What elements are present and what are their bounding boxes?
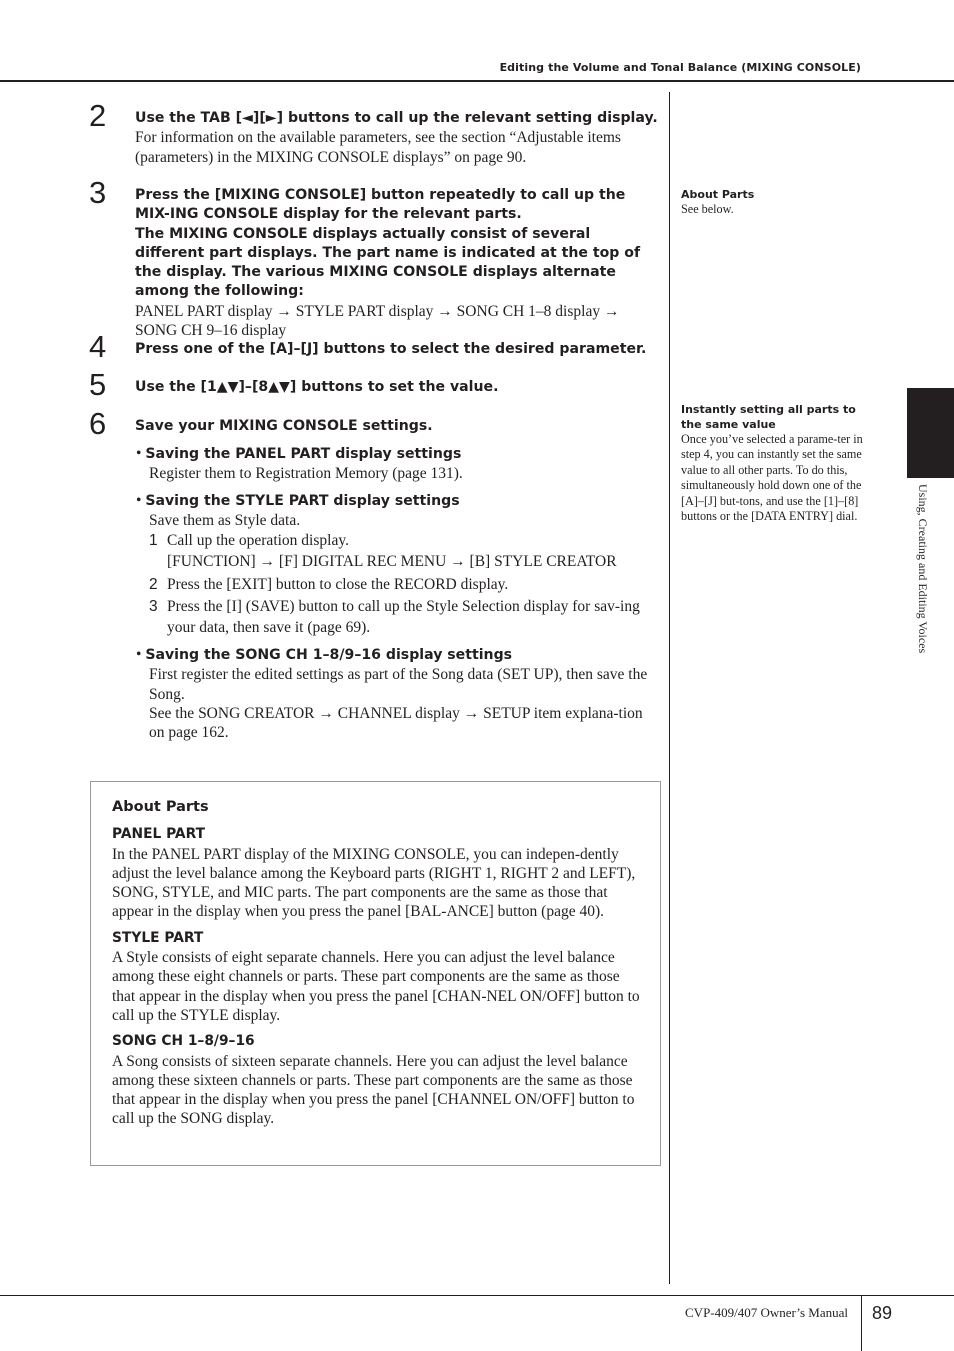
substep-path: [FUNCTION] → [F] DIGITAL REC MENU → [B] STYLE CREATOR <box>167 552 617 570</box>
box-section-title: STYLE PART <box>112 929 204 946</box>
bullet-text: Register them to Registration Memory (page 131). <box>149 465 463 483</box>
step-number: 6 <box>89 406 107 441</box>
bullet-song-ch <box>136 645 660 742</box>
side-note-title: About Parts <box>681 188 755 201</box>
substep-number: 2 <box>149 576 158 593</box>
side-note-text: Once you’ve selected a parame-ter in step 4, you can instantly set the same value to all other parts. To do this, simultaneously hold down one of the [A]–[J] but-tons, and use the [1]–[8] buttons or the [DATA ENTRY] dial. <box>681 432 863 524</box>
box-section-song-ch <box>112 1032 642 1128</box>
step-3-text: PANEL PART display → STYLE PART display → SONG CH 1–8 display → SONG CH 9–16 display <box>135 302 620 340</box>
box-section-text: A Style consists of eight separate channels. Here you can adjust the level balance among these eight channels or parts. These part components are the same as those that appear in the display when you press the panel [CHAN-NEL ON/OFF] button to call up the STYLE display. <box>112 949 640 1024</box>
bullet-mark: • <box>136 646 142 663</box>
column-divider <box>669 92 670 1284</box>
side-note-text: See below. <box>681 202 734 216</box>
step-number: 2 <box>89 98 107 133</box>
box-section-title: SONG CH 1–8/9–16 <box>112 1033 255 1050</box>
bullet-heading: Saving the PANEL PART display settings <box>145 446 462 462</box>
step-5-instruction: Use the [1▲▼]–[8▲▼] buttons to set the value. <box>135 379 499 395</box>
bullet-mark: • <box>136 492 142 509</box>
section-tab-label: Using, Creating and Editing Voices <box>916 484 930 654</box>
step-5 <box>135 378 660 397</box>
substep-3 <box>149 597 659 638</box>
box-title: About Parts <box>112 799 209 815</box>
footer-divider <box>861 1295 862 1351</box>
bullet-heading: Saving the STYLE PART display settings <box>145 493 460 509</box>
step-2 <box>135 109 660 167</box>
bullet-heading: Saving the SONG CH 1–8/9–16 display settings <box>145 647 513 663</box>
bullet-panel-part <box>136 444 660 484</box>
substep-1 <box>149 531 659 572</box>
running-header: Editing the Volume and Tonal Balance (MIXING CONSOLE) <box>499 61 861 74</box>
substep-2 <box>149 575 659 596</box>
step-4 <box>135 340 660 359</box>
side-note-title: Instantly setting all parts to the same value <box>681 403 856 431</box>
bullet-text: Save them as Style data. <box>149 512 301 530</box>
footer-rule <box>0 1295 954 1296</box>
bullet-text: First register the edited settings as part of the Song data (SET UP), then save the Song. <box>149 666 648 703</box>
step-3 <box>135 186 660 340</box>
substep-number: 1 <box>149 532 158 549</box>
bullet-mark: • <box>136 445 142 462</box>
side-note-instant-setting <box>681 402 863 524</box>
substep-number: 3 <box>149 598 158 615</box>
step-4-instruction: Press one of the [A]–[J] buttons to select the desired parameter. <box>135 341 647 357</box>
section-tab <box>907 388 954 478</box>
step-6 <box>135 417 660 436</box>
step-number: 3 <box>89 175 107 210</box>
substep-text: Call up the operation display. <box>167 532 349 549</box>
substep-text: Press the [EXIT] button to close the RECORD display. <box>167 576 509 593</box>
box-section-title: PANEL PART <box>112 826 206 843</box>
step-6-instruction: Save your MIXING CONSOLE settings. <box>135 418 433 434</box>
step-number: 4 <box>89 329 107 364</box>
footer-manual-title: CVP-409/407 Owner’s Manual <box>685 1305 848 1320</box>
step-number: 5 <box>89 367 107 402</box>
step-2-text: For information on the available parameters, see the section “Adjustable items (parameters) in the MIXING CONSOLE displays” on page 90. <box>135 129 621 166</box>
step-2-instruction: Use the TAB [◄][►] buttons to call up the relevant setting display. <box>135 110 658 126</box>
header-rule <box>0 80 954 82</box>
box-section-panel-part <box>112 825 642 921</box>
about-parts-content <box>112 798 642 1136</box>
step-3-instruction: Press the [MIXING CONSOLE] button repeatedly to call up the MIX-ING CONSOLE display for the relevant parts. <box>135 187 626 223</box>
page-number: 89 <box>872 1303 893 1323</box>
side-note-about-parts <box>681 187 863 217</box>
substep-text: Press the [I] (SAVE) button to call up the Style Selection display for sav-ing your data, then save it (page 69). <box>167 598 640 636</box>
step-3-instruction-detail: The MIXING CONSOLE displays actually consist of several different part displays. The part name is indicated at the top of the display. The various MIXING CONSOLE displays alternate among the following: <box>135 225 641 300</box>
bullet-style-part <box>136 491 660 531</box>
bullet-text-2: See the SONG CREATOR → CHANNEL display → SETUP item explana-tion on page 162. <box>149 704 643 742</box>
box-section-text: In the PANEL PART display of the MIXING CONSOLE, you can indepen-dently adjust the level balance among the Keyboard parts (RIGHT 1, RIGHT 2 and LEFT), SONG, STYLE, and MIC parts. The part components are the same as those that appear in the display when you press the panel [BAL-ANCE] button (page 40). <box>112 845 636 921</box>
box-section-text: A Song consists of sixteen separate channels. Here you can adjust the level balance among these sixteen channels or parts. These part components are the same as those that appear in the display when you press the panel [CHANNEL ON/OFF] button to call up the SONG display. <box>112 1052 635 1128</box>
box-section-style-part <box>112 929 642 1025</box>
